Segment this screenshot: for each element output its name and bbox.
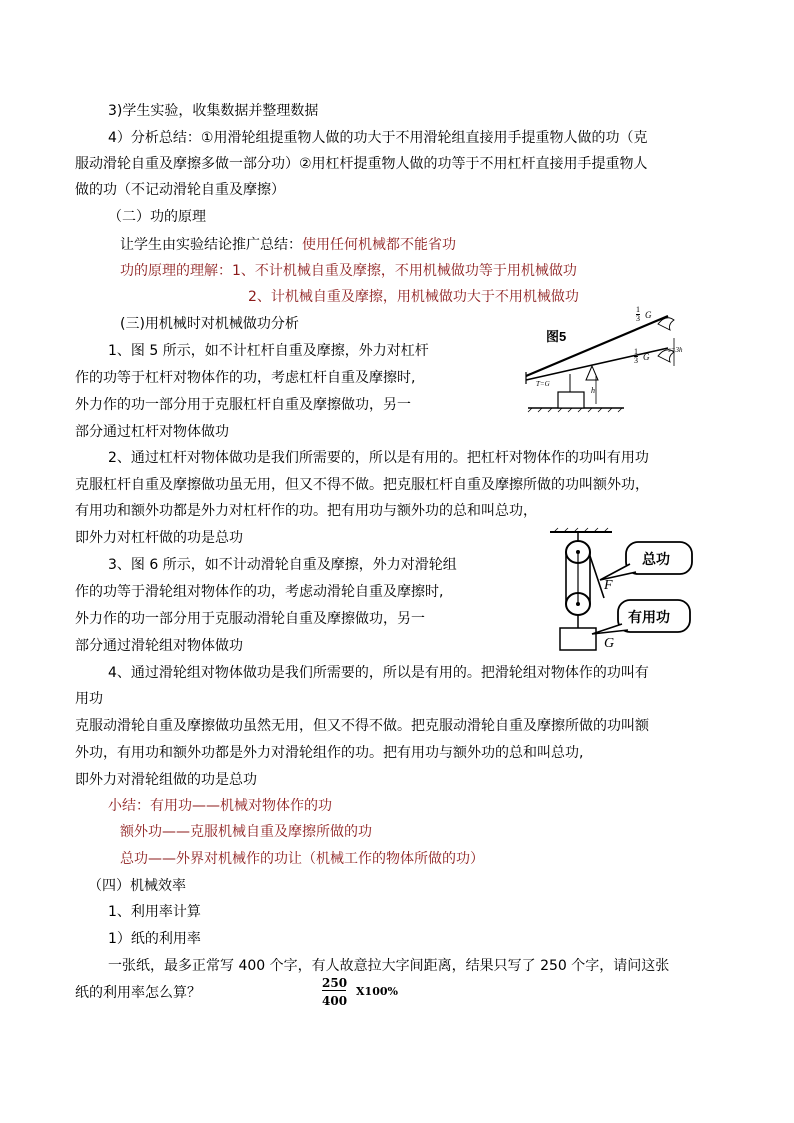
highlight-text: 小结：有用功——机械对物体作的功 — [108, 798, 332, 814]
g-label: G — [643, 352, 650, 362]
fraction-denominator: 3 — [636, 314, 640, 323]
text-line: 4、通过滑轮组对物体做功是我们所需要的，所以是有用的。把滑轮组对物体作的功叫有 — [108, 665, 649, 681]
formula-denominator: 400 — [322, 994, 348, 1008]
text-line: 外力作的功一部分用于克服动滑轮自重及摩擦做功，另一 — [75, 611, 425, 627]
text-line: 用功 — [75, 691, 103, 707]
total-work-callout: 总功 — [642, 552, 670, 568]
highlight-line: 额外功——克服机械自重及摩擦所做的功 — [120, 824, 372, 840]
text-line: 作的功等于滑轮组对物体作的功，考虑动滑轮自重及摩擦时, — [75, 584, 444, 600]
text-line: 作的功等于杠杆对物体作的功，考虑杠杆自重及摩擦时, — [75, 370, 416, 386]
text-line: 1）纸的利用率 — [108, 931, 201, 947]
formula-numerator: 250 — [322, 976, 348, 990]
section-heading: （四）机械效率 — [88, 878, 186, 894]
text-line — [120, 235, 456, 255]
text-line: 1、利用率计算 — [108, 904, 201, 920]
text-line: 3、图 6 所示，如不计动滑轮自重及摩擦，外力对滑轮组 — [108, 557, 457, 573]
figure-6-pulley — [540, 528, 700, 656]
section-heading: （二）功的原理 — [108, 209, 206, 225]
highlight-line: 总功——外界对机械作的功让（机械工作的物体所做的功） — [120, 851, 484, 867]
text-line: 即外力对杠杆做的功是总功 — [75, 530, 243, 546]
text-line: 做的功（不记动滑轮自重及摩擦） — [75, 182, 285, 198]
fraction-label — [636, 306, 640, 323]
section-heading: (三)用机械时对机械做功分析 — [120, 316, 299, 332]
force-label: F — [604, 578, 613, 593]
text-line: 即外力对滑轮组做的功是总功 — [75, 772, 257, 788]
text-line: 服动滑轮自重及摩擦多做一部分功）②用杠杆提重物人做的功等于不用杠杆直接用手提重物人 — [75, 156, 648, 172]
height-label: h — [591, 386, 595, 395]
highlight-line: 功的原理的理解：1、不计机械自重及摩擦，不用机械做功等于用机械做功 — [120, 263, 577, 279]
pulley-diagram — [540, 528, 700, 656]
formula-suffix: X100% — [356, 985, 398, 998]
tension-label: T=G — [536, 380, 550, 388]
g-label: G — [645, 310, 652, 320]
weight-label: G — [604, 636, 615, 651]
text-line: 部分通过杠杆对物体做功 — [75, 424, 229, 440]
highlight-line: 2、计机械自重及摩擦，用机械做功大于不用机械做功 — [248, 289, 579, 305]
summary-line — [108, 796, 332, 816]
text-line: 克服动滑轮自重及摩擦做功虽然无用，但又不得不做。把克服动滑轮自重及摩擦所做的功叫额 — [75, 718, 649, 734]
text-line: 4）分析总结：①用滑轮组提重物人做的功大于不用滑轮组直接用手提重物人做的功（克 — [108, 130, 648, 146]
figure-5-label: 图5 — [546, 329, 567, 344]
highlight-text: 使用任何机械都不能省功 — [302, 237, 456, 253]
useful-work-callout: 有用功 — [628, 610, 670, 626]
fraction-label — [634, 348, 638, 365]
figure-5-lever — [518, 300, 688, 412]
distance-label: s=3h — [668, 346, 683, 354]
text-line: 外力作的功一部分用于克服杠杆自重及摩擦做功，另一 — [75, 397, 411, 413]
text-line: 一张纸，最多正常写 400 个字，有人故意拉大字间距离，结果只写了 250 个字，请问这张 — [108, 958, 670, 974]
text-line: 纸的利用率怎么算？ — [75, 985, 201, 1001]
lever-diagram — [518, 300, 688, 412]
text-line: 3)学生实验，收集数据并整理数据 — [108, 103, 319, 119]
text-line: 部分通过滑轮组对物体做功 — [75, 638, 243, 654]
fraction-numerator: 1 — [636, 305, 640, 314]
fraction-denominator: 3 — [634, 356, 638, 365]
text-span: 让学生由实验结论推广总结： — [120, 237, 302, 253]
text-line: 外功，有用功和额外功都是外力对滑轮组作的功。把有用功与额外功的总和叫总功, — [75, 745, 584, 761]
text-line: 有用功和额外功都是外力对杠杆作的功。把有用功与额外功的总和叫总功， — [75, 503, 537, 519]
fraction-numerator: 1 — [634, 347, 638, 356]
text-line: 克服杠杆自重及摩擦做功虽无用，但又不得不做。把克服杠杆自重及摩擦所做的功叫额外功， — [75, 477, 649, 493]
text-line: 2、通过杠杆对物体做功是我们所需要的，所以是有用的。把杠杆对物体作的功叫有用功 — [108, 450, 649, 466]
text-line: 1、图 5 所示，如不计杠杆自重及摩擦，外力对杠杆 — [108, 343, 429, 359]
